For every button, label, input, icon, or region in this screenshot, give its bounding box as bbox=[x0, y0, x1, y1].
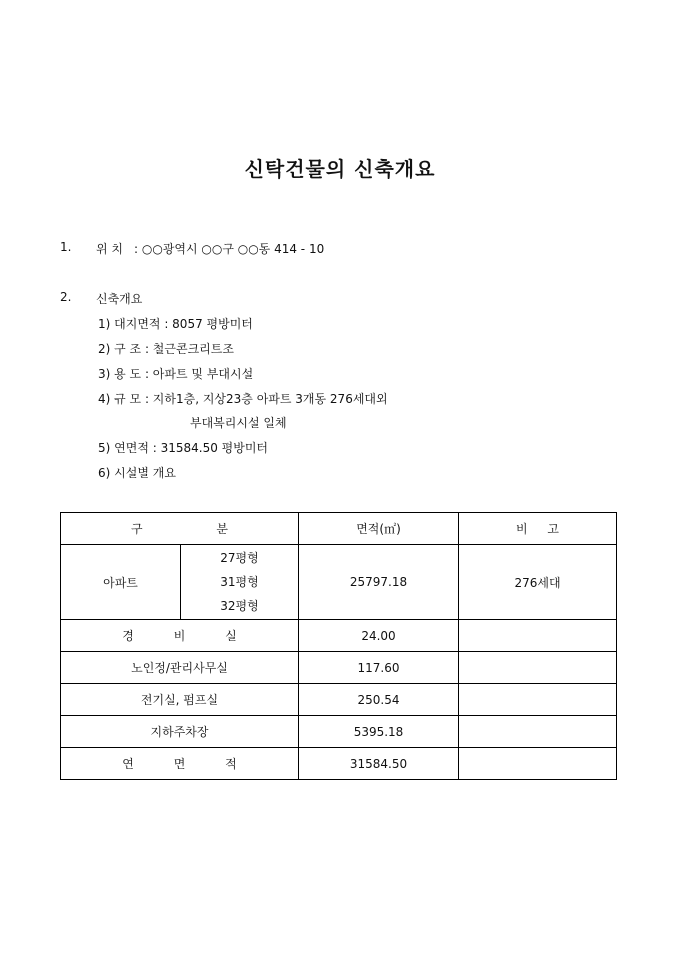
row-note bbox=[459, 748, 617, 780]
facility-table bbox=[60, 512, 617, 780]
row-area: 250.54 bbox=[299, 684, 459, 716]
row-area: 24.00 bbox=[299, 620, 459, 652]
row-label: 지하주차장 bbox=[61, 716, 299, 748]
row-label: 경 비 실 bbox=[61, 620, 299, 652]
location-label: 위 치 bbox=[96, 242, 123, 256]
section-2-number: 2. bbox=[60, 290, 72, 304]
section-1-number: 1. bbox=[60, 240, 72, 254]
item-scale: 4) 규 모 : 지하1층, 지상23층 아파트 3개동 276세대외 bbox=[98, 392, 388, 406]
item-structure: 2) 구 조 : 철근콘크리트조 bbox=[98, 342, 234, 356]
row-note bbox=[459, 620, 617, 652]
row-note bbox=[459, 652, 617, 684]
location-value: : ○○광역시 ○○구 ○○동 414 - 10 bbox=[134, 242, 325, 256]
table-row bbox=[61, 716, 617, 748]
row-note bbox=[459, 684, 617, 716]
apartment-area: 25797.18 bbox=[299, 545, 459, 620]
row-area: 31584.50 bbox=[299, 748, 459, 780]
apartment-type-27: 27평형 bbox=[220, 551, 259, 565]
apartment-label: 아파트 bbox=[61, 545, 181, 620]
header-note: 비 고 bbox=[459, 513, 617, 545]
row-area: 5395.18 bbox=[299, 716, 459, 748]
item-scale-continued: 부대복리시설 일체 bbox=[190, 416, 287, 430]
item-site-area: 1) 대지면적 : 8057 평방미터 bbox=[98, 317, 253, 331]
table-row bbox=[61, 652, 617, 684]
row-note bbox=[459, 716, 617, 748]
section-2-label: 신축개요 bbox=[96, 292, 143, 306]
table-row bbox=[61, 748, 617, 780]
table-row bbox=[61, 545, 617, 620]
header-category: 구 분 bbox=[61, 513, 299, 545]
table-row bbox=[61, 684, 617, 716]
row-label: 노인정/관리사무실 bbox=[61, 652, 299, 684]
row-label: 전기실, 펌프실 bbox=[61, 684, 299, 716]
item-facility-overview: 6) 시설별 개요 bbox=[98, 466, 176, 480]
apartment-type-32: 32평형 bbox=[220, 599, 259, 613]
row-label: 연 면 적 bbox=[61, 748, 299, 780]
table-row bbox=[61, 620, 617, 652]
apartment-note: 276세대 bbox=[459, 545, 617, 620]
item-use: 3) 용 도 : 아파트 및 부대시설 bbox=[98, 367, 254, 381]
row-area: 117.60 bbox=[299, 652, 459, 684]
header-area: 면적(㎡) bbox=[299, 513, 459, 545]
apartment-type-31: 31평형 bbox=[220, 575, 259, 589]
table-header-row bbox=[61, 513, 617, 545]
document-title: 신탁건물의 신축개요 bbox=[244, 157, 436, 181]
item-total-floor-area: 5) 연면적 : 31584.50 평방미터 bbox=[98, 441, 269, 455]
apartment-types bbox=[181, 545, 299, 620]
